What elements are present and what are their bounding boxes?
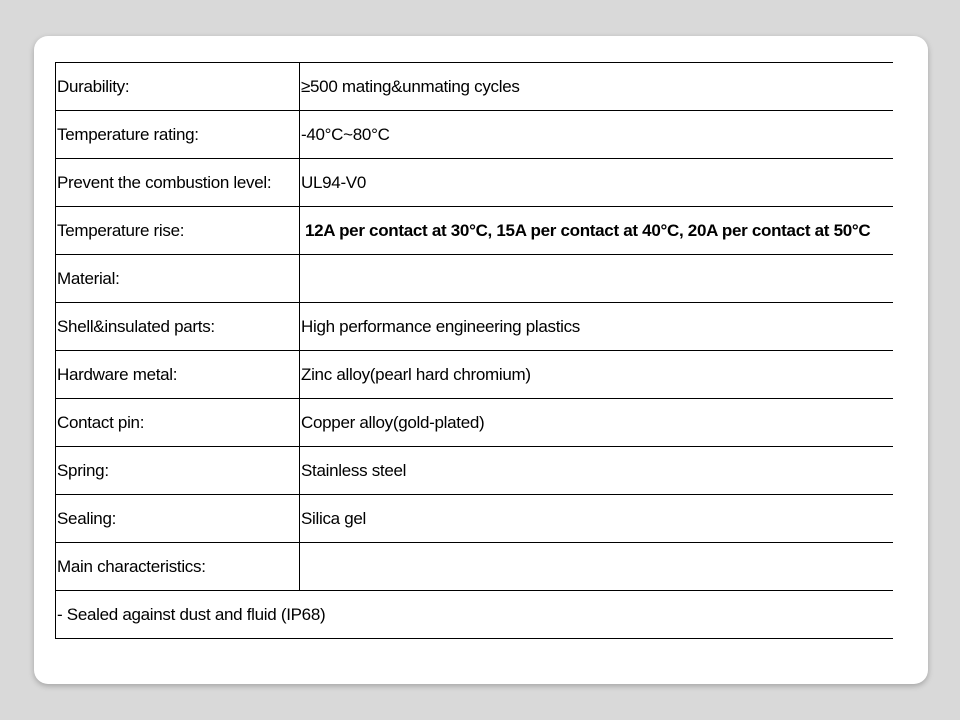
row-value: Copper alloy(gold-plated) [300,399,894,447]
row-value: Zinc alloy(pearl hard chromium) [300,351,894,399]
row-label: Contact pin: [56,399,300,447]
row-label: Spring: [56,447,300,495]
table-row [56,447,894,495]
row-value: ≥500 mating&unmating cycles [300,63,894,111]
row-value: -40°C~80°C [300,111,894,159]
table-row [56,495,894,543]
row-value [300,543,894,591]
table-row [56,207,894,255]
row-label: Temperature rise: [56,207,300,255]
table-row [56,543,894,591]
row-value: 12A per contact at 30°C, 15A per contact at 40°C, 20A per contact at 50°C [300,207,894,255]
table-row [56,63,894,111]
table-row [56,591,894,639]
table-row [56,255,894,303]
row-label: Temperature rating: [56,111,300,159]
row-label: Main characteristics: [56,543,300,591]
footer-row-text: - Sealed against dust and fluid (IP68) [56,591,894,639]
table-row [56,159,894,207]
row-value [300,255,894,303]
table-row [56,399,894,447]
table-row [56,351,894,399]
row-label: Material: [56,255,300,303]
row-value: UL94-V0 [300,159,894,207]
row-label: Sealing: [56,495,300,543]
table-row [56,303,894,351]
row-label: Shell&insulated parts: [56,303,300,351]
row-value: Stainless steel [300,447,894,495]
spec-table [55,62,893,639]
row-value: Silica gel [300,495,894,543]
row-label: Durability: [56,63,300,111]
row-value: High performance engineering plastics [300,303,894,351]
row-label: Hardware metal: [56,351,300,399]
table-row [56,111,894,159]
row-label: Prevent the combustion level: [56,159,300,207]
